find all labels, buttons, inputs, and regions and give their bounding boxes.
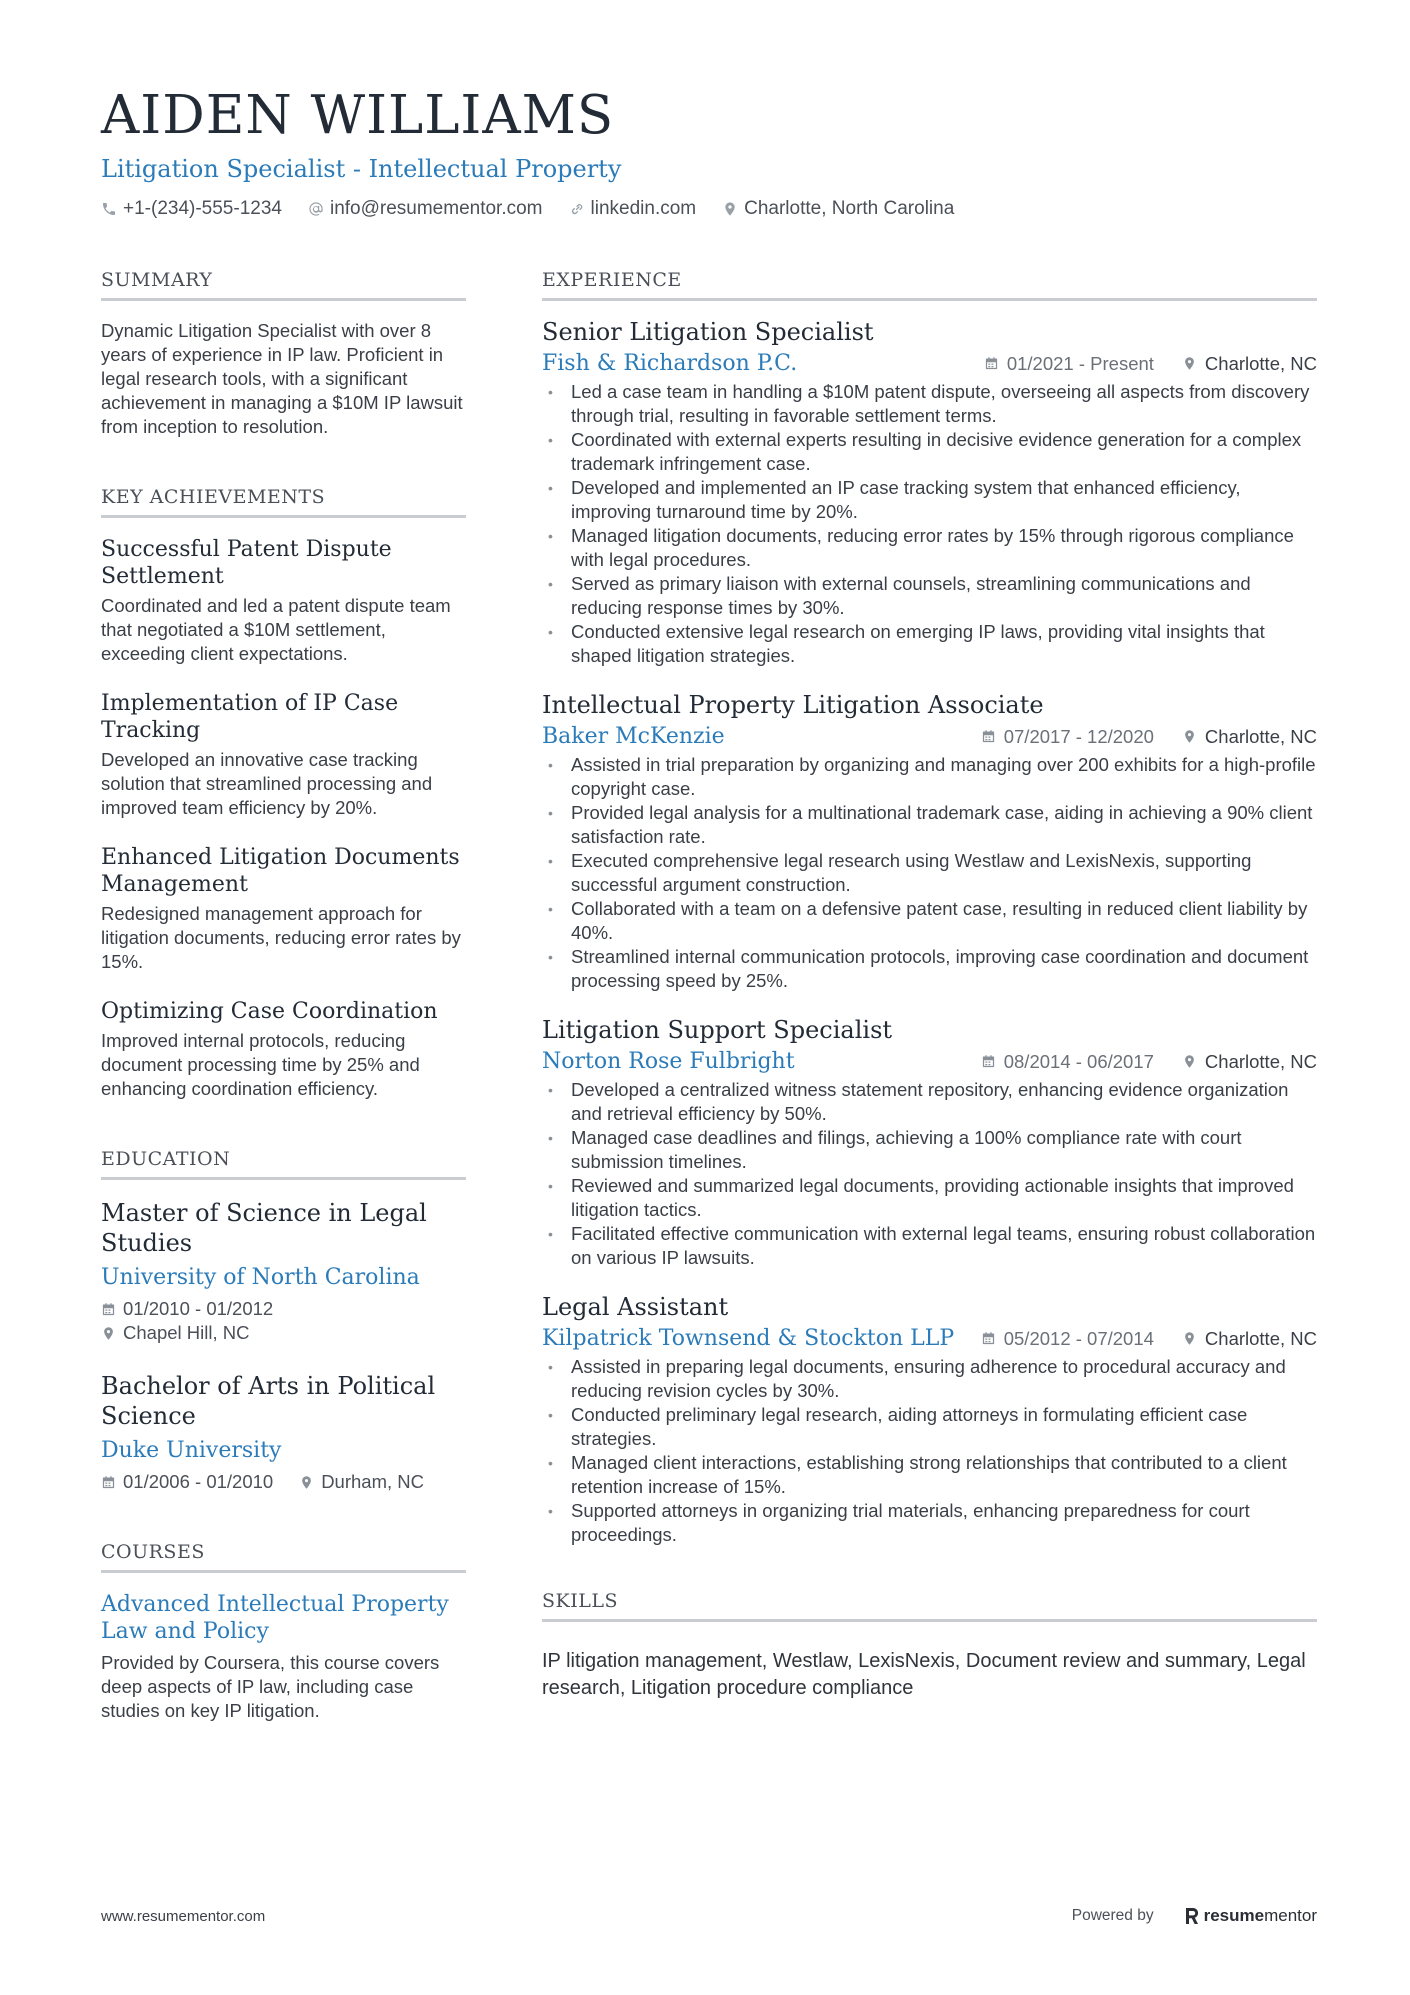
calendar-icon xyxy=(981,1331,996,1346)
school-name: Duke University xyxy=(101,1438,282,1463)
job-bullet: • Developed and implemented an IP case tracking system that enhanced efficiency, improving turnaround time by 20%. xyxy=(542,476,1317,524)
job-location-text: Charlotte, NC xyxy=(1204,725,1317,747)
map-pin-icon xyxy=(1182,1331,1197,1346)
brand-bold: resume xyxy=(1203,1906,1265,1925)
achievement-title: Optimizing Case Coordination xyxy=(101,999,438,1024)
achievement-title: Implementation of IP Case Tracking xyxy=(101,691,399,743)
company-name: Kilpatrick Townsend & Stockton LLP xyxy=(542,1326,955,1351)
job-bullet: • Managed litigation documents, reducing error rates by 15% through rigorous compliance with legal procedures. xyxy=(542,524,1317,572)
company-name: Norton Rose Fulbright xyxy=(542,1049,795,1074)
school-name: University of North Carolina xyxy=(101,1265,420,1290)
achievement-text: Coordinated and led a patent dispute team that negotiated a $10M settlement, exceeding client expectations. xyxy=(101,595,451,664)
job-dates xyxy=(981,1051,1154,1073)
achievement-title: Enhanced Litigation Documents Management xyxy=(101,845,460,897)
job-bullet: • Served as primary liaison with external counsels, streamlining communications and reducing response times by 30%. xyxy=(542,572,1317,620)
course-title: Advanced Intellectual Property Law and Policy xyxy=(101,1592,449,1644)
achievement-item xyxy=(101,690,466,820)
resumementor-logo-icon xyxy=(1184,1906,1200,1926)
job-subline xyxy=(542,1326,1317,1351)
job-dates-text: 08/2014 - 06/2017 xyxy=(1003,1050,1154,1072)
job-bullet: • Coordinated with external experts resulting in decisive evidence generation for a complex trademark infringement case. xyxy=(542,428,1317,476)
education-item xyxy=(101,1198,466,1345)
candidate-title: Litigation Specialist - Intellectual Property xyxy=(101,155,622,183)
job-location xyxy=(1182,1328,1317,1350)
job-bullets xyxy=(542,753,1317,993)
summary-heading: SUMMARY xyxy=(101,268,466,301)
at-icon xyxy=(308,201,324,217)
education-dates-text: 01/2006 - 01/2010 xyxy=(123,1471,274,1492)
job-bullet: • Collaborated with a team on a defensive patent case, resulting in reduced client liability by 40%. xyxy=(542,897,1317,945)
job-entry xyxy=(542,1015,1317,1270)
job-dates xyxy=(981,1328,1154,1350)
education-dates-text: 01/2010 - 01/2012 xyxy=(123,1298,274,1319)
job-dates xyxy=(984,353,1154,375)
degree-title: Bachelor of Arts in Political Science xyxy=(101,1372,436,1430)
job-bullet: • Supported attorneys in organizing trial materials, enhancing preparedness for court proceedings. xyxy=(542,1499,1317,1547)
summary-text: Dynamic Litigation Specialist with over 8 years of experience in IP law. Proficient in legal research tools, with a significant achievement in managing a $10M IP lawsuit from inception to resolution. xyxy=(101,320,463,437)
calendar-icon xyxy=(981,1054,996,1069)
linkedin-text: linkedin.com xyxy=(590,198,697,219)
brand-thin: mentor xyxy=(1264,1906,1317,1925)
achievement-item xyxy=(101,536,466,666)
calendar-icon xyxy=(981,729,996,744)
achievement-text: Developed an innovative case tracking solution that streamlined processing and improved team efficiency by 20%. xyxy=(101,749,433,818)
degree-title: Master of Science in Legal Studies xyxy=(101,1199,427,1257)
job-bullet: • Reviewed and summarized legal documents, providing actionable insights that improved litigation tactics. xyxy=(542,1174,1317,1222)
job-bullet: • Assisted in trial preparation by organizing and managing over 200 exhibits for a high-profile copyright case. xyxy=(542,753,1317,801)
job-bullet: • Conducted preliminary legal research, aiding attorneys in formulating efficient case strategies. xyxy=(542,1403,1317,1451)
achievement-text: Redesigned management approach for litigation documents, reducing error rates by 15%. xyxy=(101,903,461,972)
experience-heading: EXPERIENCE xyxy=(542,268,1317,301)
map-pin-icon xyxy=(1182,1054,1197,1069)
right-column xyxy=(542,268,1317,1702)
calendar-icon xyxy=(101,1302,116,1317)
education-location-text: Chapel Hill, NC xyxy=(123,1322,250,1343)
education-heading: EDUCATION xyxy=(101,1147,466,1180)
job-subline xyxy=(542,724,1317,749)
education-meta xyxy=(101,1470,466,1494)
footer-brand xyxy=(1072,1906,1317,1926)
map-pin-icon xyxy=(722,201,738,217)
job-dates-text: 05/2012 - 07/2014 xyxy=(1003,1327,1154,1349)
job-dates-text: 01/2021 - Present xyxy=(1006,352,1154,374)
brand-logo[interactable] xyxy=(1184,1906,1317,1926)
job-bullet: • Managed case deadlines and filings, achieving a 100% compliance rate with court submission timelines. xyxy=(542,1126,1317,1174)
achievements-list xyxy=(101,536,466,1101)
job-entry xyxy=(542,1292,1317,1547)
job-bullet: • Provided legal analysis for a multinational trademark case, aiding in achieving a 90% client satisfaction rate. xyxy=(542,801,1317,849)
job-title: Legal Assistant xyxy=(542,1293,729,1321)
education-dates xyxy=(101,1297,466,1321)
courses-heading: COURSES xyxy=(101,1540,466,1573)
calendar-icon xyxy=(984,356,999,371)
job-meta xyxy=(981,1328,1317,1350)
link-icon xyxy=(569,201,585,217)
job-bullet: • Assisted in preparing legal documents, ensuring adherence to procedural accuracy and reducing revision cycles by 30%. xyxy=(542,1355,1317,1403)
skills-heading: SKILLS xyxy=(542,1589,1317,1622)
job-dates-text: 07/2017 - 12/2020 xyxy=(1003,725,1154,747)
education-location-text: Durham, NC xyxy=(321,1471,424,1492)
map-pin-icon xyxy=(101,1326,116,1341)
candidate-name: AIDEN WILLIAMS xyxy=(101,85,615,146)
job-bullet: • Executed comprehensive legal research using Westlaw and LexisNexis, supporting successful argument construction. xyxy=(542,849,1317,897)
experience-list xyxy=(542,317,1317,1547)
location-text: Charlotte, North Carolina xyxy=(744,198,955,219)
job-meta xyxy=(984,353,1317,375)
job-location xyxy=(1182,726,1317,748)
contact-bar xyxy=(101,198,1317,220)
phone-icon xyxy=(101,201,117,217)
contact-phone[interactable] xyxy=(101,198,282,220)
contact-location xyxy=(722,198,954,220)
job-dates xyxy=(981,726,1154,748)
job-bullets xyxy=(542,1078,1317,1270)
map-pin-icon xyxy=(1182,356,1197,371)
job-bullets xyxy=(542,380,1317,668)
education-item xyxy=(101,1371,466,1494)
course-item xyxy=(101,1591,466,1723)
job-bullet: • Facilitated effective communication with external legal teams, ensuring robust collaboration on various IP lawsuits. xyxy=(542,1222,1317,1270)
education-location xyxy=(101,1321,466,1345)
powered-by-text: Powered by xyxy=(1071,1907,1154,1924)
job-bullet: • Led a case team in handling a $10M patent dispute, overseeing all aspects from discovery through trial, resulting in favorable settlement terms. xyxy=(542,380,1317,428)
job-location xyxy=(1182,353,1317,375)
achievement-title: Successful Patent Dispute Settlement xyxy=(101,537,392,589)
achievement-item xyxy=(101,844,466,974)
contact-email[interactable] xyxy=(308,198,543,220)
footer-website[interactable]: www.resumementor.com xyxy=(101,1907,266,1925)
achievement-text: Improved internal protocols, reducing document processing time by 25% and enhancing coordination efficiency. xyxy=(101,1030,420,1099)
job-bullet: • Managed client interactions, establishing strong relationships that contributed to a client retention increase of 15%. xyxy=(542,1451,1317,1499)
page-footer xyxy=(101,1906,1317,1926)
map-pin-icon xyxy=(1182,729,1197,744)
job-bullet: • Streamlined internal communication protocols, improving case coordination and document processing speed by 25%. xyxy=(542,945,1317,993)
contact-linkedin[interactable] xyxy=(569,198,697,220)
job-title: Senior Litigation Specialist xyxy=(542,318,874,346)
company-name: Fish & Richardson P.C. xyxy=(542,351,798,376)
job-meta xyxy=(981,726,1317,748)
achievements-heading: KEY ACHIEVEMENTS xyxy=(101,485,466,518)
job-subline xyxy=(542,351,1317,376)
left-column xyxy=(101,268,466,1723)
job-bullets xyxy=(542,1355,1317,1547)
skills-text: IP litigation management, Westlaw, LexisNexis, Document review and summary, Legal research, Litigation procedure compliance xyxy=(542,1650,1306,1699)
achievement-item xyxy=(101,998,466,1101)
job-title: Litigation Support Specialist xyxy=(542,1016,893,1044)
job-entry xyxy=(542,317,1317,668)
email-text: info@resumementor.com xyxy=(329,198,543,219)
calendar-icon xyxy=(101,1475,116,1490)
job-bullet: • Conducted extensive legal research on emerging IP laws, providing vital insights that shaped litigation strategies. xyxy=(542,620,1317,668)
job-location xyxy=(1182,1051,1317,1073)
job-title: Intellectual Property Litigation Associate xyxy=(542,691,1044,719)
job-location-text: Charlotte, NC xyxy=(1204,352,1317,374)
resume-page xyxy=(101,85,1317,1721)
map-pin-icon xyxy=(299,1475,314,1490)
job-entry xyxy=(542,690,1317,993)
job-location-text: Charlotte, NC xyxy=(1204,1050,1317,1072)
job-meta xyxy=(981,1051,1317,1073)
job-bullet: • Developed a centralized witness statement repository, enhancing evidence organization and retrieval efficiency by 50%. xyxy=(542,1078,1317,1126)
course-text: Provided by Coursera, this course covers deep aspects of IP law, including case studies on key IP litigation. xyxy=(101,1652,440,1721)
job-location-text: Charlotte, NC xyxy=(1204,1327,1317,1349)
job-subline xyxy=(542,1049,1317,1074)
phone-text: +1-(234)-555-1234 xyxy=(123,198,282,219)
company-name: Baker McKenzie xyxy=(542,724,725,749)
